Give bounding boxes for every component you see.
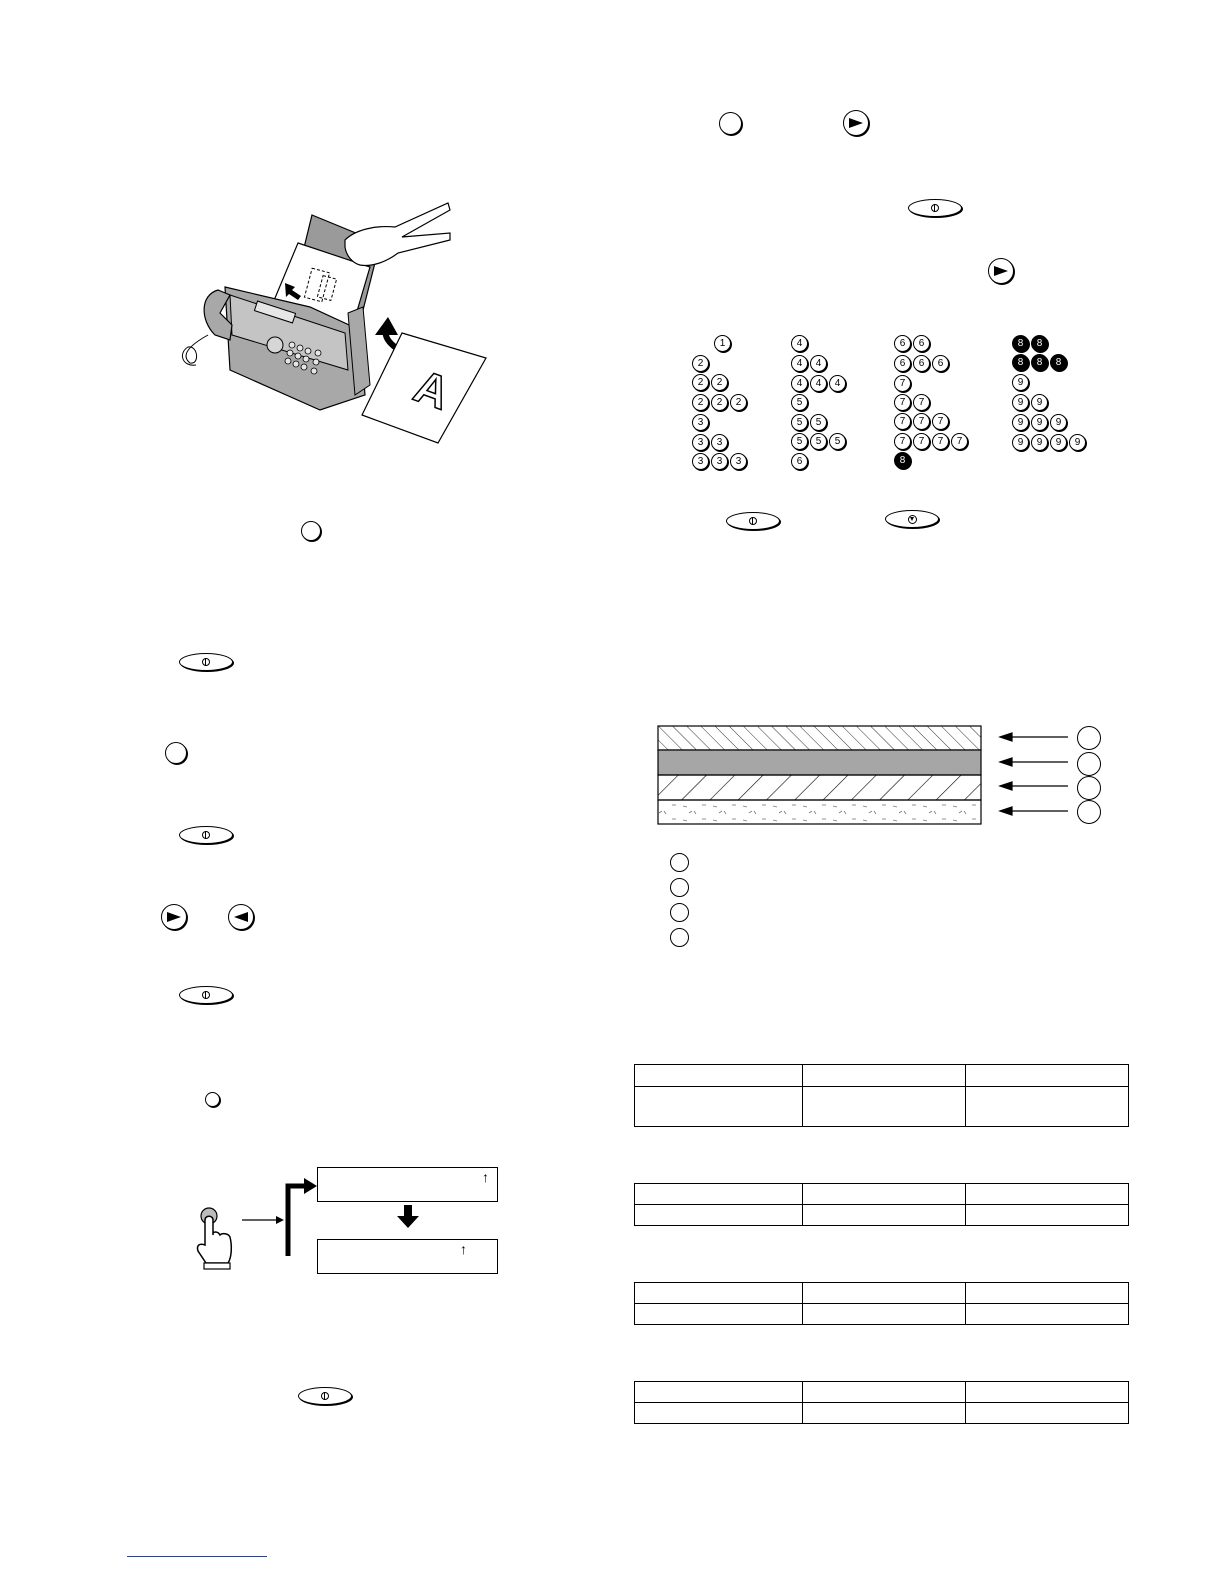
digit-key-icon: 6 [894,335,911,352]
keypad-sequence-row [894,353,951,371]
keypad-sequence-row [692,451,749,469]
legend-marker-3 [670,903,689,922]
digit-key-icon: 4 [791,355,808,372]
round-key-icon [165,742,187,764]
keypad-sequence-row [791,431,848,449]
table-cell [635,1304,803,1325]
legend-marker-4 [670,928,689,947]
svg-text:A: A [407,359,457,420]
legend-marker-1 [670,853,689,872]
digit-key-icon: 8 [1012,354,1029,371]
keypad-sequence-row [692,372,730,390]
keypad-sequence-row [894,411,951,429]
table-cell [966,1304,1129,1325]
layer-callout-1 [1077,726,1101,750]
keypad-sequence-row [791,333,810,351]
table-cell [803,1184,966,1205]
digit-key-icon: 1 [714,335,731,352]
digit-key-icon: 5 [810,414,827,431]
layer-diagram [650,718,1110,838]
display-screen-1 [317,1167,498,1202]
keypad-sequence-row [714,333,733,351]
keypad-sequence-row [894,392,932,410]
keypad-sequence-row [791,373,848,391]
digit-key-icon: 9 [1012,434,1029,451]
spec-table-1 [634,1064,1129,1127]
table-header-row [635,1184,1129,1205]
fax-machine-illustration [170,195,500,445]
sequence-arrows [240,1170,320,1270]
digit-key-icon: 4 [810,375,827,392]
digit-key-icon: 9 [1050,434,1067,451]
digit-key-icon: 2 [692,355,709,372]
start-key-icon [179,826,233,844]
digit-key-icon: 7 [951,433,968,450]
table-cell [803,1087,966,1127]
layer-callout-3 [1077,776,1101,800]
keypad-sequence-row [791,412,829,430]
digit-key-icon: 6 [932,355,949,372]
keypad-sequence-row [692,432,730,450]
table-cell [966,1283,1129,1304]
digit-key-icon: 8 [1050,354,1067,371]
digit-key-icon: 3 [730,453,747,470]
table-cell [966,1065,1129,1087]
digit-key-icon: 9 [1031,394,1048,411]
keypad-sequence-row [692,412,711,430]
digit-key-icon: 8 [1031,335,1048,352]
keypad-sequence-row [1012,372,1031,390]
table-cell [803,1403,966,1424]
digit-key-icon: 7 [894,413,911,430]
up-arrow-icon: ↑ [482,1169,489,1185]
keypad-sequence-row [692,353,711,371]
digit-key-icon: 7 [932,433,949,450]
display-screen-2 [317,1239,498,1274]
keypad-sequence-row [1012,392,1050,410]
digit-key-icon: 8 [1012,335,1029,352]
digit-key-icon: 5 [791,414,808,431]
digit-key-icon: 6 [791,453,808,470]
table-cell [966,1087,1129,1127]
digit-key-icon: 2 [711,374,728,391]
right-arrow-key-icon [988,258,1014,284]
digit-key-icon: 4 [791,335,808,352]
table-row [635,1304,1129,1325]
digit-key-icon: 3 [711,453,728,470]
up-arrow-icon: ↑ [460,1241,467,1257]
legend-marker-2 [670,878,689,897]
table-header-row [635,1283,1129,1304]
digit-key-icon: 7 [913,413,930,430]
digit-key-icon: 3 [711,434,728,451]
digit-key-icon: 4 [829,375,846,392]
start-key-icon [908,199,962,217]
table-cell [966,1205,1129,1226]
spec-table-2 [634,1183,1129,1226]
digit-key-icon: 4 [791,375,808,392]
digit-key-icon: 3 [692,453,709,470]
table-cell [635,1087,803,1127]
digit-key-icon: 5 [810,433,827,450]
layer-callout-2 [1077,752,1101,776]
table-cell [803,1382,966,1403]
keypad-sequence-row [791,392,810,410]
digit-key-icon: 9 [1050,414,1067,431]
digit-key-icon: 9 [1012,374,1029,391]
digit-key-icon: 9 [1031,414,1048,431]
table-row [635,1403,1129,1424]
table-cell [635,1382,803,1403]
digit-key-icon: 5 [791,433,808,450]
keypad-sequence-row [894,333,932,351]
keypad-sequence-row [791,353,829,371]
footer-link[interactable] [127,1556,267,1557]
digit-key-icon: 7 [913,394,930,411]
down-arrow-icon [396,1205,420,1229]
table-cell [635,1403,803,1424]
table-cell [635,1283,803,1304]
digit-key-icon: 4 [810,355,827,372]
stop-key-icon [885,510,939,528]
start-key-icon [179,986,233,1004]
round-key-icon [719,112,742,135]
spec-table-4 [634,1381,1129,1424]
layer-callout-4 [1077,800,1101,824]
round-key-icon [301,521,321,541]
start-key-icon [179,653,233,671]
keypad-sequence-row [692,392,749,410]
digit-key-icon: 7 [913,433,930,450]
keypad-sequence-row [1012,412,1069,430]
finger-press-icon [192,1205,242,1270]
left-arrow-key-icon [228,904,254,930]
table-cell [966,1184,1129,1205]
digit-key-icon: 2 [692,394,709,411]
keypad-sequence-row [1012,432,1088,450]
digit-key-icon: 2 [692,374,709,391]
digit-key-icon: 6 [913,335,930,352]
table-cell [803,1283,966,1304]
right-arrow-key-icon [843,110,869,136]
digit-key-icon: 3 [692,414,709,431]
digit-key-icon: 8 [894,452,911,469]
digit-key-icon: 9 [1012,394,1029,411]
right-arrow-key-icon [161,904,187,930]
keypad-sequence-row [894,373,913,391]
keypad-sequence-row [894,431,970,449]
digit-key-icon: 8 [1031,354,1048,371]
table-cell [635,1184,803,1205]
table-cell [966,1403,1129,1424]
keypad-sequence-row [1012,352,1069,370]
spec-table-3 [634,1282,1129,1325]
digit-key-icon: 6 [894,355,911,372]
digit-key-icon: 2 [711,394,728,411]
start-key-icon [726,512,780,530]
table-row [635,1205,1129,1226]
digit-key-icon: 6 [913,355,930,372]
table-cell [635,1205,803,1226]
start-key-icon [298,1387,352,1405]
digit-key-icon: 9 [1031,434,1048,451]
digit-key-icon: 3 [692,434,709,451]
digit-key-icon: 7 [932,413,949,430]
digit-key-icon: 7 [894,433,911,450]
table-header-row [635,1065,1129,1087]
table-cell [803,1304,966,1325]
digit-key-icon: 9 [1012,414,1029,431]
digit-key-icon: 7 [894,375,911,392]
table-cell [803,1205,966,1226]
digit-key-icon: 9 [1069,434,1086,451]
table-cell [635,1065,803,1087]
round-key-icon [205,1092,220,1107]
keypad-sequence-row [1012,333,1050,351]
keypad-sequence-row [894,450,913,468]
table-header-row [635,1382,1129,1403]
digit-key-icon: 5 [791,394,808,411]
table-cell [966,1382,1129,1403]
digit-key-icon: 5 [829,433,846,450]
digit-key-icon: 2 [730,394,747,411]
table-cell [803,1065,966,1087]
digit-key-icon: 7 [894,394,911,411]
keypad-sequence-row [791,451,810,469]
table-row [635,1087,1129,1127]
